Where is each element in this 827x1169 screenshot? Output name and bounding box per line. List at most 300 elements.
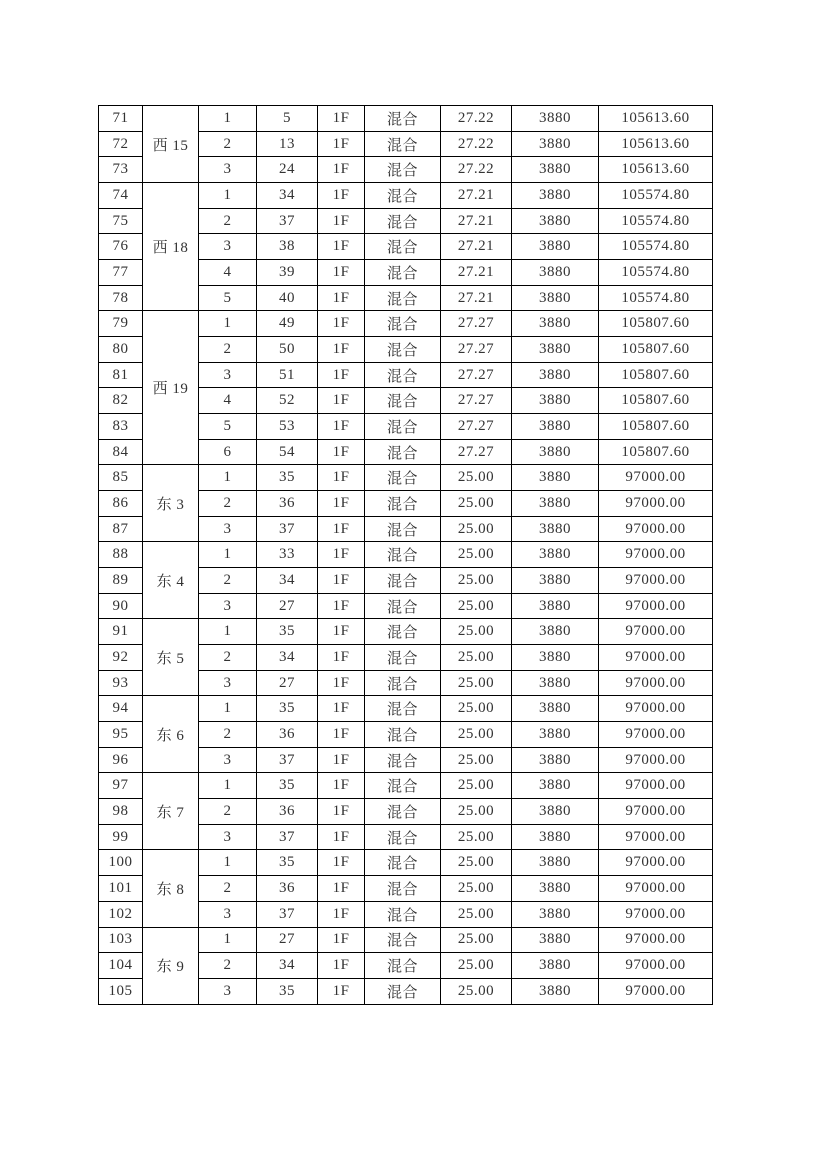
sequence-cell: 2	[199, 131, 257, 157]
total-price-cell: 97000.00	[599, 465, 713, 491]
floor-cell: 1F	[318, 208, 365, 234]
area-cell: 25.00	[441, 491, 512, 517]
floor-cell: 1F	[318, 465, 365, 491]
unit-price-cell: 3880	[512, 568, 599, 594]
area-cell: 25.00	[441, 773, 512, 799]
sequence-cell: 1	[199, 619, 257, 645]
area-cell: 27.22	[441, 131, 512, 157]
row-number-cell: 84	[99, 439, 143, 465]
sequence-cell: 1	[199, 773, 257, 799]
sequence-cell: 1	[199, 542, 257, 568]
unit-number-cell: 13	[257, 131, 318, 157]
floor-cell: 1F	[318, 901, 365, 927]
sequence-cell: 2	[199, 208, 257, 234]
type-cell: 混合	[365, 850, 441, 876]
sequence-cell: 3	[199, 516, 257, 542]
sequence-cell: 2	[199, 722, 257, 748]
total-price-cell: 97000.00	[599, 876, 713, 902]
sequence-cell: 1	[199, 927, 257, 953]
sequence-cell: 3	[199, 157, 257, 183]
unit-number-cell: 39	[257, 260, 318, 286]
unit-price-cell: 3880	[512, 388, 599, 414]
total-price-cell: 105807.60	[599, 362, 713, 388]
floor-cell: 1F	[318, 183, 365, 209]
type-cell: 混合	[365, 901, 441, 927]
floor-cell: 1F	[318, 439, 365, 465]
row-number-cell: 91	[99, 619, 143, 645]
row-number-cell: 90	[99, 593, 143, 619]
unit-number-cell: 35	[257, 696, 318, 722]
unit-number-cell: 53	[257, 414, 318, 440]
unit-price-cell: 3880	[512, 696, 599, 722]
total-price-cell: 97000.00	[599, 953, 713, 979]
sequence-cell: 1	[199, 696, 257, 722]
row-number-cell: 79	[99, 311, 143, 337]
unit-price-cell: 3880	[512, 439, 599, 465]
unit-price-cell: 3880	[512, 645, 599, 671]
floor-cell: 1F	[318, 645, 365, 671]
row-number-cell: 76	[99, 234, 143, 260]
unit-number-cell: 35	[257, 850, 318, 876]
row-number-cell: 82	[99, 388, 143, 414]
sequence-cell: 2	[199, 645, 257, 671]
row-number-cell: 88	[99, 542, 143, 568]
type-cell: 混合	[365, 131, 441, 157]
floor-cell: 1F	[318, 953, 365, 979]
building-name-cell: 东 5	[143, 619, 199, 696]
row-number-cell: 97	[99, 773, 143, 799]
type-cell: 混合	[365, 722, 441, 748]
sequence-cell: 1	[199, 106, 257, 132]
type-cell: 混合	[365, 183, 441, 209]
sequence-cell: 2	[199, 953, 257, 979]
floor-cell: 1F	[318, 131, 365, 157]
total-price-cell: 97000.00	[599, 773, 713, 799]
total-price-cell: 97000.00	[599, 696, 713, 722]
unit-number-cell: 35	[257, 619, 318, 645]
unit-price-cell: 3880	[512, 311, 599, 337]
area-cell: 27.21	[441, 183, 512, 209]
floor-cell: 1F	[318, 388, 365, 414]
row-number-cell: 89	[99, 568, 143, 594]
row-number-cell: 96	[99, 747, 143, 773]
area-cell: 25.00	[441, 568, 512, 594]
total-price-cell: 105574.80	[599, 260, 713, 286]
sequence-cell: 3	[199, 670, 257, 696]
unit-price-cell: 3880	[512, 722, 599, 748]
area-cell: 25.00	[441, 645, 512, 671]
sequence-cell: 6	[199, 439, 257, 465]
floor-cell: 1F	[318, 234, 365, 260]
building-name-cell: 西 19	[143, 311, 199, 465]
unit-number-cell: 35	[257, 978, 318, 1004]
area-cell: 25.00	[441, 824, 512, 850]
table-row	[99, 106, 713, 132]
table-row	[99, 850, 713, 876]
floor-cell: 1F	[318, 362, 365, 388]
row-number-cell: 100	[99, 850, 143, 876]
type-cell: 混合	[365, 106, 441, 132]
area-cell: 27.21	[441, 234, 512, 260]
unit-number-cell: 54	[257, 439, 318, 465]
unit-price-cell: 3880	[512, 183, 599, 209]
unit-number-cell: 40	[257, 285, 318, 311]
total-price-cell: 97000.00	[599, 542, 713, 568]
type-cell: 混合	[365, 311, 441, 337]
type-cell: 混合	[365, 876, 441, 902]
floor-cell: 1F	[318, 696, 365, 722]
floor-cell: 1F	[318, 516, 365, 542]
unit-number-cell: 24	[257, 157, 318, 183]
building-name-cell: 东 3	[143, 465, 199, 542]
row-number-cell: 75	[99, 208, 143, 234]
unit-price-cell: 3880	[512, 362, 599, 388]
unit-number-cell: 36	[257, 722, 318, 748]
sequence-cell: 4	[199, 388, 257, 414]
total-price-cell: 97000.00	[599, 593, 713, 619]
total-price-cell: 97000.00	[599, 619, 713, 645]
unit-number-cell: 5	[257, 106, 318, 132]
unit-number-cell: 36	[257, 799, 318, 825]
total-price-cell: 105807.60	[599, 414, 713, 440]
floor-cell: 1F	[318, 106, 365, 132]
building-name-cell: 东 6	[143, 696, 199, 773]
area-cell: 27.22	[441, 106, 512, 132]
type-cell: 混合	[365, 337, 441, 363]
type-cell: 混合	[365, 234, 441, 260]
row-number-cell: 81	[99, 362, 143, 388]
total-price-cell: 105613.60	[599, 157, 713, 183]
type-cell: 混合	[365, 927, 441, 953]
building-name-cell: 西 15	[143, 106, 199, 183]
sequence-cell: 3	[199, 362, 257, 388]
unit-price-table	[98, 105, 713, 1005]
sequence-cell: 1	[199, 311, 257, 337]
total-price-cell: 105807.60	[599, 311, 713, 337]
floor-cell: 1F	[318, 414, 365, 440]
unit-number-cell: 27	[257, 593, 318, 619]
sequence-cell: 5	[199, 285, 257, 311]
total-price-cell: 97000.00	[599, 516, 713, 542]
type-cell: 混合	[365, 799, 441, 825]
total-price-cell: 105613.60	[599, 106, 713, 132]
unit-number-cell: 27	[257, 927, 318, 953]
total-price-cell: 105574.80	[599, 285, 713, 311]
type-cell: 混合	[365, 978, 441, 1004]
total-price-cell: 97000.00	[599, 901, 713, 927]
sequence-cell: 3	[199, 593, 257, 619]
table-row	[99, 465, 713, 491]
area-cell: 27.27	[441, 439, 512, 465]
area-cell: 27.27	[441, 388, 512, 414]
sequence-cell: 1	[199, 850, 257, 876]
area-cell: 27.27	[441, 337, 512, 363]
table-row	[99, 696, 713, 722]
total-price-cell: 105807.60	[599, 337, 713, 363]
type-cell: 混合	[365, 439, 441, 465]
unit-number-cell: 33	[257, 542, 318, 568]
type-cell: 混合	[365, 362, 441, 388]
unit-price-cell: 3880	[512, 337, 599, 363]
type-cell: 混合	[365, 516, 441, 542]
sequence-cell: 1	[199, 465, 257, 491]
floor-cell: 1F	[318, 722, 365, 748]
unit-price-cell: 3880	[512, 619, 599, 645]
row-number-cell: 101	[99, 876, 143, 902]
type-cell: 混合	[365, 414, 441, 440]
total-price-cell: 105807.60	[599, 388, 713, 414]
unit-number-cell: 38	[257, 234, 318, 260]
floor-cell: 1F	[318, 491, 365, 517]
unit-number-cell: 34	[257, 645, 318, 671]
total-price-cell: 105574.80	[599, 183, 713, 209]
type-cell: 混合	[365, 619, 441, 645]
area-cell: 25.00	[441, 901, 512, 927]
row-number-cell: 74	[99, 183, 143, 209]
floor-cell: 1F	[318, 799, 365, 825]
area-cell: 27.27	[441, 414, 512, 440]
unit-number-cell: 50	[257, 337, 318, 363]
building-name-cell: 东 8	[143, 850, 199, 927]
floor-cell: 1F	[318, 773, 365, 799]
sequence-cell: 2	[199, 799, 257, 825]
floor-cell: 1F	[318, 747, 365, 773]
unit-price-cell: 3880	[512, 285, 599, 311]
floor-cell: 1F	[318, 568, 365, 594]
unit-number-cell: 37	[257, 208, 318, 234]
row-number-cell: 80	[99, 337, 143, 363]
sequence-cell: 2	[199, 876, 257, 902]
area-cell: 25.00	[441, 516, 512, 542]
table-row	[99, 542, 713, 568]
sequence-cell: 3	[199, 234, 257, 260]
floor-cell: 1F	[318, 876, 365, 902]
total-price-cell: 105807.60	[599, 439, 713, 465]
area-cell: 27.27	[441, 311, 512, 337]
area-cell: 27.21	[441, 208, 512, 234]
type-cell: 混合	[365, 388, 441, 414]
type-cell: 混合	[365, 953, 441, 979]
table-row	[99, 927, 713, 953]
total-price-cell: 97000.00	[599, 850, 713, 876]
unit-price-cell: 3880	[512, 953, 599, 979]
row-number-cell: 92	[99, 645, 143, 671]
unit-price-cell: 3880	[512, 799, 599, 825]
type-cell: 混合	[365, 747, 441, 773]
unit-price-cell: 3880	[512, 465, 599, 491]
floor-cell: 1F	[318, 824, 365, 850]
total-price-cell: 97000.00	[599, 747, 713, 773]
row-number-cell: 98	[99, 799, 143, 825]
row-number-cell: 102	[99, 901, 143, 927]
floor-cell: 1F	[318, 542, 365, 568]
row-number-cell: 86	[99, 491, 143, 517]
area-cell: 27.21	[441, 285, 512, 311]
row-number-cell: 95	[99, 722, 143, 748]
total-price-cell: 97000.00	[599, 799, 713, 825]
row-number-cell: 87	[99, 516, 143, 542]
unit-price-cell: 3880	[512, 773, 599, 799]
unit-number-cell: 36	[257, 876, 318, 902]
sequence-cell: 2	[199, 337, 257, 363]
unit-number-cell: 34	[257, 953, 318, 979]
building-name-cell: 东 7	[143, 773, 199, 850]
area-cell: 27.27	[441, 362, 512, 388]
area-cell: 25.00	[441, 593, 512, 619]
type-cell: 混合	[365, 824, 441, 850]
area-cell: 25.00	[441, 465, 512, 491]
sequence-cell: 4	[199, 260, 257, 286]
floor-cell: 1F	[318, 978, 365, 1004]
unit-price-cell: 3880	[512, 157, 599, 183]
floor-cell: 1F	[318, 311, 365, 337]
row-number-cell: 71	[99, 106, 143, 132]
area-cell: 25.00	[441, 747, 512, 773]
building-name-cell: 东 4	[143, 542, 199, 619]
row-number-cell: 78	[99, 285, 143, 311]
row-number-cell: 83	[99, 414, 143, 440]
total-price-cell: 97000.00	[599, 568, 713, 594]
unit-number-cell: 51	[257, 362, 318, 388]
unit-number-cell: 27	[257, 670, 318, 696]
unit-number-cell: 34	[257, 568, 318, 594]
unit-number-cell: 37	[257, 516, 318, 542]
unit-price-cell: 3880	[512, 542, 599, 568]
floor-cell: 1F	[318, 927, 365, 953]
unit-price-cell: 3880	[512, 670, 599, 696]
total-price-cell: 105574.80	[599, 208, 713, 234]
floor-cell: 1F	[318, 670, 365, 696]
type-cell: 混合	[365, 593, 441, 619]
area-cell: 27.22	[441, 157, 512, 183]
unit-price-cell: 3880	[512, 491, 599, 517]
unit-number-cell: 36	[257, 491, 318, 517]
row-number-cell: 105	[99, 978, 143, 1004]
floor-cell: 1F	[318, 285, 365, 311]
type-cell: 混合	[365, 696, 441, 722]
unit-price-cell: 3880	[512, 747, 599, 773]
unit-price-cell: 3880	[512, 234, 599, 260]
unit-number-cell: 37	[257, 824, 318, 850]
unit-price-cell: 3880	[512, 414, 599, 440]
unit-price-cell: 3880	[512, 131, 599, 157]
total-price-cell: 105574.80	[599, 234, 713, 260]
row-number-cell: 73	[99, 157, 143, 183]
sequence-cell: 3	[199, 747, 257, 773]
row-number-cell: 85	[99, 465, 143, 491]
table-row	[99, 773, 713, 799]
sequence-cell: 3	[199, 824, 257, 850]
type-cell: 混合	[365, 285, 441, 311]
row-number-cell: 77	[99, 260, 143, 286]
row-number-cell: 94	[99, 696, 143, 722]
unit-number-cell: 52	[257, 388, 318, 414]
unit-number-cell: 49	[257, 311, 318, 337]
sequence-cell: 3	[199, 978, 257, 1004]
row-number-cell: 103	[99, 927, 143, 953]
type-cell: 混合	[365, 208, 441, 234]
table-row	[99, 311, 713, 337]
floor-cell: 1F	[318, 337, 365, 363]
unit-price-cell: 3880	[512, 260, 599, 286]
area-cell: 25.00	[441, 876, 512, 902]
sequence-cell: 2	[199, 568, 257, 594]
unit-price-cell: 3880	[512, 901, 599, 927]
total-price-cell: 97000.00	[599, 927, 713, 953]
total-price-cell: 97000.00	[599, 670, 713, 696]
sequence-cell: 3	[199, 901, 257, 927]
area-cell: 25.00	[441, 927, 512, 953]
table-row	[99, 619, 713, 645]
type-cell: 混合	[365, 260, 441, 286]
type-cell: 混合	[365, 157, 441, 183]
unit-price-cell: 3880	[512, 208, 599, 234]
type-cell: 混合	[365, 773, 441, 799]
unit-price-cell: 3880	[512, 106, 599, 132]
unit-price-cell: 3880	[512, 593, 599, 619]
type-cell: 混合	[365, 645, 441, 671]
row-number-cell: 99	[99, 824, 143, 850]
area-cell: 25.00	[441, 722, 512, 748]
sequence-cell: 2	[199, 491, 257, 517]
unit-price-cell: 3880	[512, 824, 599, 850]
floor-cell: 1F	[318, 260, 365, 286]
row-number-cell: 93	[99, 670, 143, 696]
floor-cell: 1F	[318, 157, 365, 183]
building-name-cell: 西 18	[143, 183, 199, 311]
sequence-cell: 5	[199, 414, 257, 440]
area-cell: 25.00	[441, 850, 512, 876]
unit-number-cell: 35	[257, 773, 318, 799]
total-price-cell: 97000.00	[599, 491, 713, 517]
row-number-cell: 72	[99, 131, 143, 157]
floor-cell: 1F	[318, 619, 365, 645]
unit-number-cell: 37	[257, 901, 318, 927]
type-cell: 混合	[365, 568, 441, 594]
unit-price-cell: 3880	[512, 978, 599, 1004]
row-number-cell: 104	[99, 953, 143, 979]
unit-price-cell: 3880	[512, 850, 599, 876]
total-price-cell: 105613.60	[599, 131, 713, 157]
total-price-cell: 97000.00	[599, 722, 713, 748]
area-cell: 25.00	[441, 696, 512, 722]
floor-cell: 1F	[318, 850, 365, 876]
type-cell: 混合	[365, 542, 441, 568]
total-price-cell: 97000.00	[599, 824, 713, 850]
total-price-cell: 97000.00	[599, 978, 713, 1004]
unit-number-cell: 37	[257, 747, 318, 773]
type-cell: 混合	[365, 670, 441, 696]
sequence-cell: 1	[199, 183, 257, 209]
area-cell: 25.00	[441, 799, 512, 825]
building-name-cell: 东 9	[143, 927, 199, 1005]
unit-price-cell: 3880	[512, 927, 599, 953]
area-cell: 25.00	[441, 619, 512, 645]
unit-number-cell: 34	[257, 183, 318, 209]
area-cell: 25.00	[441, 953, 512, 979]
type-cell: 混合	[365, 465, 441, 491]
unit-price-table-body	[99, 106, 713, 1005]
unit-price-cell: 3880	[512, 876, 599, 902]
floor-cell: 1F	[318, 593, 365, 619]
table-row	[99, 183, 713, 209]
area-cell: 25.00	[441, 542, 512, 568]
area-cell: 27.21	[441, 260, 512, 286]
unit-price-cell: 3880	[512, 516, 599, 542]
area-cell: 25.00	[441, 978, 512, 1004]
type-cell: 混合	[365, 491, 441, 517]
total-price-cell: 97000.00	[599, 645, 713, 671]
